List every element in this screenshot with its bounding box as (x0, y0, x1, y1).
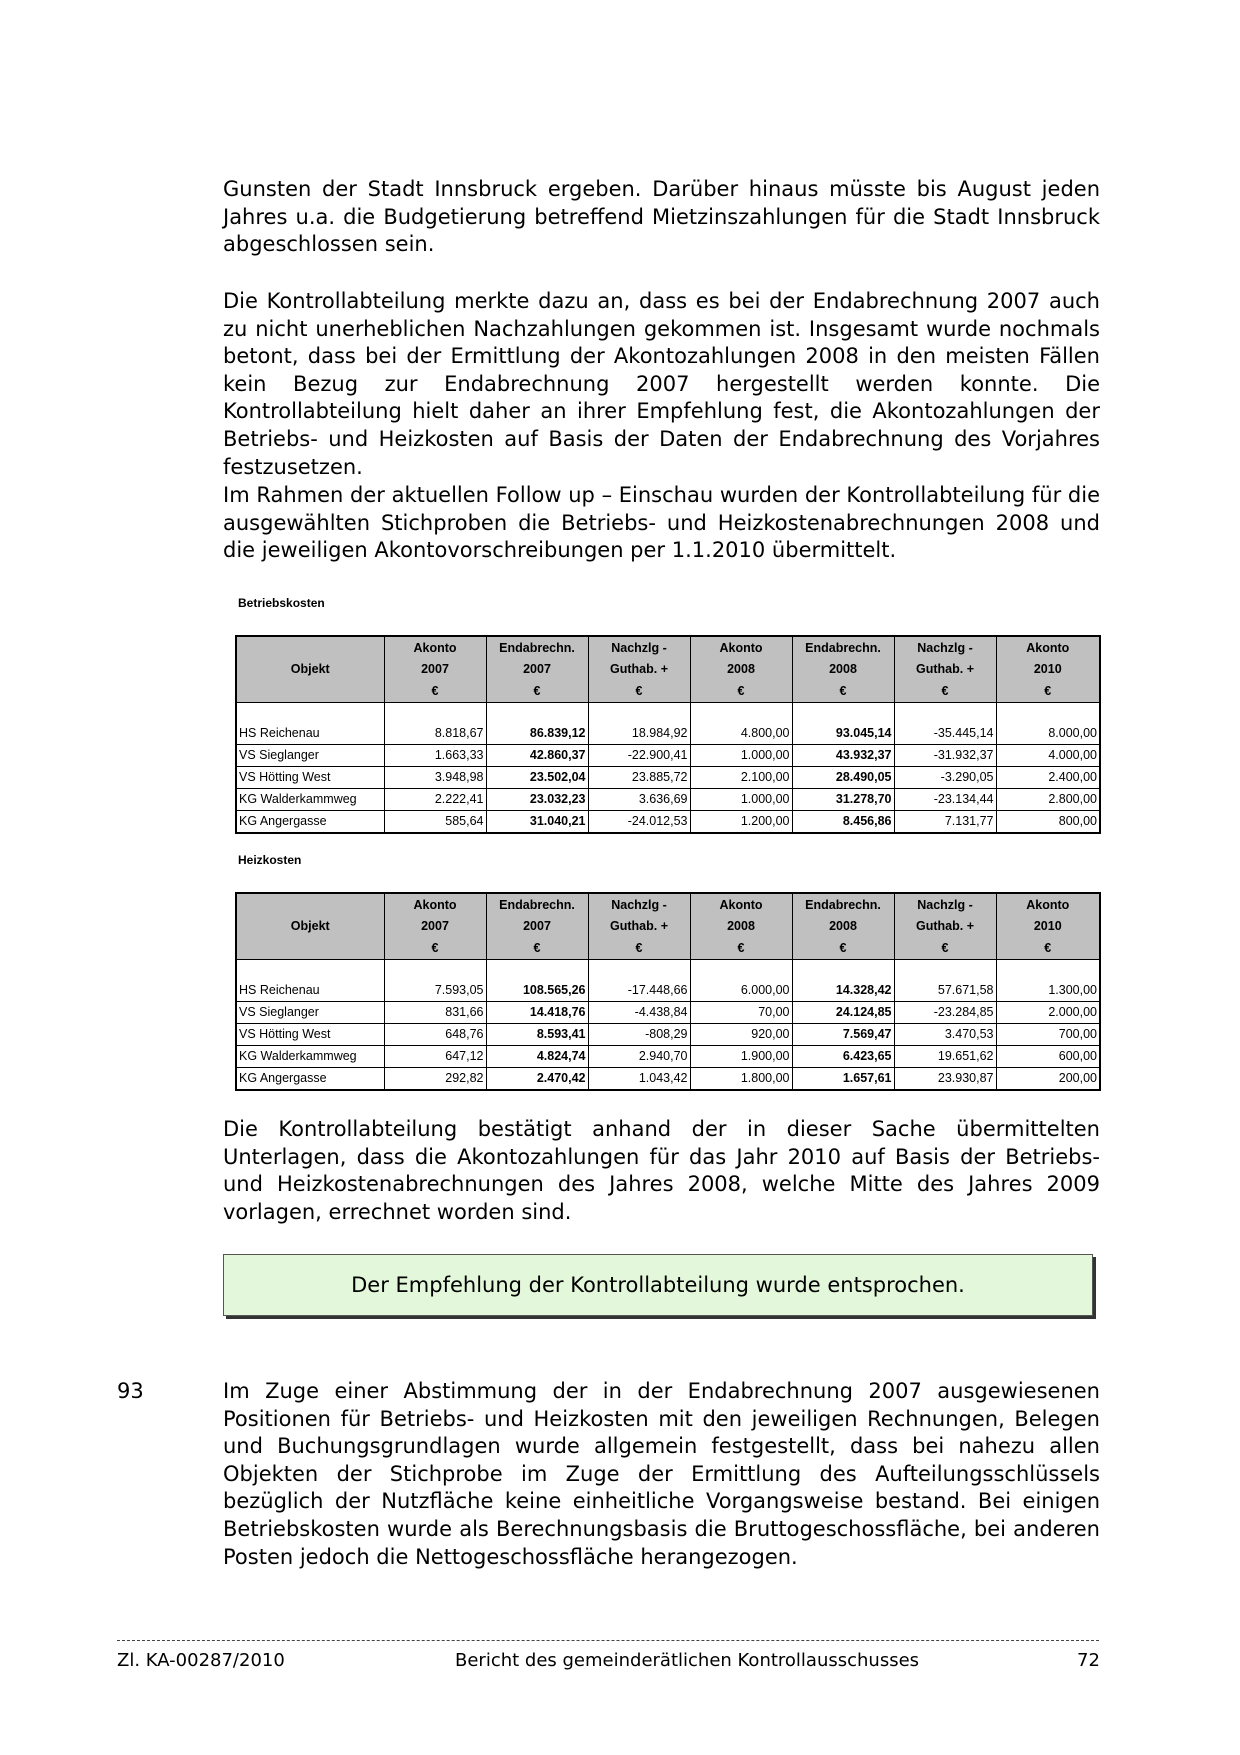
table-row: KG Walderkammweg 2.222,41 23.032,23 3.636,69 1.000,00 31.278,70 -23.134,44 2.800,00 (236, 788, 1100, 810)
betriebskosten-title: Betriebskosten (238, 596, 325, 610)
header-cell: 2008 (792, 659, 894, 681)
header-cell: € (486, 680, 588, 702)
header-cell: Akonto (690, 893, 792, 916)
header-cell: Objekt (236, 916, 384, 938)
header-cell (236, 893, 384, 916)
header-cell: Endabrechn. (792, 893, 894, 916)
header-cell: € (588, 937, 690, 959)
table-row: VS Sieglanger 1.663,33 42.860,37 -22.900,41 1.000,00 43.932,37 -31.932,37 4.000,00 (236, 744, 1100, 766)
header-cell: 2008 (792, 916, 894, 938)
table-row: HS Reichenau 7.593,05 108.565,26 -17.448,66 6.000,00 14.328,42 57.671,58 1.300,00 (236, 980, 1100, 1002)
header-cell: Nachzlg - (894, 893, 996, 916)
footer-title: Bericht des gemeinderätlichen Kontrollausschusses (455, 1650, 920, 1671)
header-cell: € (384, 937, 486, 959)
header-cell: € (894, 937, 996, 959)
header-cell: 2010 (996, 659, 1100, 681)
page-number: 72 (1077, 1650, 1100, 1671)
header-cell: Akonto (996, 636, 1100, 659)
header-cell: Guthab. + (588, 916, 690, 938)
paragraph-abstimmung: Im Zuge einer Abstimmung der in der Endabrechnung 2007 ausgewiesenen Positionen für Betriebs- und Heizkosten mit den jeweiligen Rechnungen, Belegen und Buchungsgrundlagen wurde allgemein festgestellt, dass bei nahezu allen Objekten der Stichprobe im Zuge der Ermittlung des Aufteilungsschlüssels bezüglich der Nutzfläche keine einheitliche Vorgangsweise bestand. Bei einigen Betriebskosten wurde als Berechnungsbasis die Bruttogeschossfläche, bei anderen Posten jedoch die Nettogeschossfläche herangezogen. (223, 1379, 1100, 1569)
header-cell (236, 636, 384, 659)
paragraph-intro: Gunsten der Stadt Innsbruck ergeben. Darüber hinaus müsste bis August jeden Jahres u.a. die Budgetierung betreffend Mietzinszahlungen für die Stadt Innsbruck abgeschlossen sein. (223, 177, 1100, 257)
paragraph-number: 93 (117, 1379, 144, 1403)
header-cell: 2008 (690, 916, 792, 938)
header-cell: € (996, 680, 1100, 702)
betriebskosten-table (235, 635, 1101, 834)
header-cell: Endabrechn. (486, 636, 588, 659)
header-cell: Nachzlg - (588, 893, 690, 916)
header-cell: 2008 (690, 659, 792, 681)
heizkosten-table (235, 892, 1101, 1091)
header-cell: 2007 (384, 659, 486, 681)
header-cell: € (690, 680, 792, 702)
table-row: VS Hötting West 648,76 8.593,41 -808,29 920,00 7.569,47 3.470,53 700,00 (236, 1023, 1100, 1045)
recommendation-callout: Der Empfehlung der Kontrollabteilung wurde entsprochen. (223, 1254, 1093, 1316)
header-cell: Endabrechn. (486, 893, 588, 916)
header-cell: € (690, 937, 792, 959)
header-cell (236, 937, 384, 959)
header-cell: 2010 (996, 916, 1100, 938)
header-cell: Nachzlg - (894, 636, 996, 659)
header-cell: € (894, 680, 996, 702)
header-cell: € (792, 937, 894, 959)
table-row: VS Sieglanger 831,66 14.418,76 -4.438,84 70,00 24.124,85 -23.284,85 2.000,00 (236, 1001, 1100, 1023)
header-cell: Akonto (384, 636, 486, 659)
table-row: KG Angergasse 292,82 2.470,42 1.043,42 1.800,00 1.657,61 23.930,87 200,00 (236, 1067, 1100, 1090)
footer-divider (117, 1640, 1099, 1641)
header-cell: 2007 (486, 659, 588, 681)
header-cell: € (792, 680, 894, 702)
header-cell: Endabrechn. (792, 636, 894, 659)
header-cell: 2007 (486, 916, 588, 938)
header-cell: Guthab. + (894, 916, 996, 938)
table-row: KG Angergasse 585,64 31.040,21 -24.012,53 1.200,00 8.456,86 7.131,77 800,00 (236, 810, 1100, 833)
header-cell: Nachzlg - (588, 636, 690, 659)
header-cell: Objekt (236, 659, 384, 681)
header-cell: Akonto (996, 893, 1100, 916)
paragraph-kontrollabteilung-note: Die Kontrollabteilung merkte dazu an, dass es bei der Endabrechnung 2007 auch zu nicht unerheblichen Nachzahlungen gekommen ist. Insgesamt wurde nochmals betont, dass bei der Ermittlung der Akontozahlungen 2008 in den meisten Fällen kein Bezug zur Endabrechnung 2007 hergestellt werden konnte. Die Kontrollabteilung hielt daher an ihrer Empfehlung fest, die Akontozahlungen der Betriebs- und Heizkosten auf Basis der Daten der Endabrechnung des Vorjahres festzusetzen. (223, 289, 1100, 479)
header-cell: Guthab. + (588, 659, 690, 681)
header-cell: Guthab. + (894, 659, 996, 681)
footer-reference: Zl. KA-00287/2010 (117, 1650, 285, 1671)
table-row: VS Hötting West 3.948,98 23.502,04 23.885,72 2.100,00 28.490,05 -3.290,05 2.400,00 (236, 766, 1100, 788)
table-row: KG Walderkammweg 647,12 4.824,74 2.940,70 1.900,00 6.423,65 19.651,62 600,00 (236, 1045, 1100, 1067)
header-cell: € (588, 680, 690, 702)
header-cell: Akonto (384, 893, 486, 916)
header-cell: Akonto (690, 636, 792, 659)
paragraph-confirmation: Die Kontrollabteilung bestätigt anhand der in dieser Sache übermittelten Unterlagen, dass die Akontozahlungen für das Jahr 2010 auf Basis der Betriebs- und Heizkostenabrechnungen des Jahres 2008, welche Mitte des Jahres 2009 vorlagen, errechnet worden sind. (223, 1117, 1100, 1224)
header-cell: 2007 (384, 916, 486, 938)
paragraph-follow-up: Im Rahmen der aktuellen Follow up – Einschau wurden der Kontrollabteilung für die ausgewählten Stichproben die Betriebs- und Heizkostenabrechnungen 2008 und die jeweiligen Akontovorschreibungen per 1.1.2010 übermittelt. (223, 483, 1100, 563)
header-cell: € (384, 680, 486, 702)
heizkosten-title: Heizkosten (238, 853, 302, 867)
header-cell: € (996, 937, 1100, 959)
header-cell (236, 680, 384, 702)
header-cell: € (486, 937, 588, 959)
table-row: HS Reichenau 8.818,67 86.839,12 18.984,92 4.800,00 93.045,14 -35.445,14 8.000,00 (236, 723, 1100, 745)
